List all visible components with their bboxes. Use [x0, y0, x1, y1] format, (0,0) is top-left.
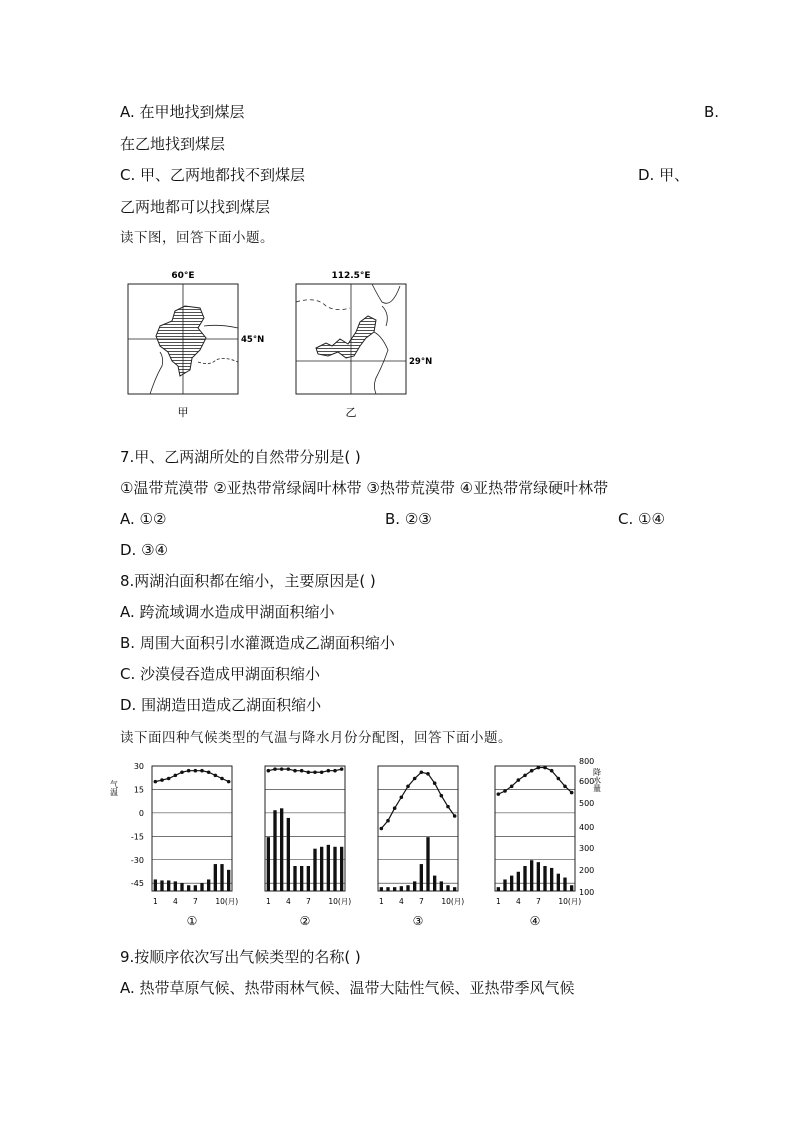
temp-point [557, 777, 561, 781]
yi-lat-label: 29°N [409, 357, 433, 367]
temp-point [307, 770, 311, 774]
precip-bar [267, 837, 270, 891]
precip-bar [194, 885, 197, 891]
temp-point [227, 780, 231, 784]
month-tick-label: 1 [265, 897, 271, 906]
temp-point [406, 785, 410, 789]
temp-point [154, 780, 158, 784]
climate-chart-3 [378, 766, 464, 928]
precip-bar [227, 870, 230, 891]
precip-bar [557, 874, 560, 891]
precip-bar [517, 872, 520, 891]
q6-option-c: C. 甲、乙两地都找不到煤层 [120, 166, 306, 184]
temp-point [340, 767, 344, 771]
precip-bar [160, 880, 163, 891]
month-tick-label: 4 [285, 897, 291, 906]
temp-point [426, 772, 430, 776]
precip-bar [340, 847, 343, 891]
temp-point [517, 778, 521, 782]
precip-tick-label: 500 [579, 799, 595, 808]
temp-point [446, 805, 450, 809]
q7-option-c: C. ①④ [618, 510, 665, 528]
temp-point [413, 777, 417, 781]
precip-bar [287, 818, 290, 891]
precip-bar [510, 876, 513, 891]
climate-chart-4 [495, 766, 581, 928]
intro-climate: 读下面四种气候类型的气温与降水月份分配图，回答下面小题。 [120, 730, 512, 746]
climate-chart-2 [265, 766, 351, 928]
temp-point [313, 770, 317, 774]
precip-tick-label: 800 [579, 757, 595, 766]
temp-point [300, 769, 304, 773]
temp-tick-label: -45 [130, 879, 144, 889]
precip-bar [280, 808, 283, 891]
temp-point [563, 785, 567, 789]
temp-point [273, 767, 277, 771]
precip-bar [167, 880, 170, 891]
month-tick-label: 10(月) [558, 897, 582, 906]
temp-tick-label: 0 [138, 808, 144, 818]
q6-option-a: A. 在甲地找到煤层 [120, 103, 245, 121]
climate-chart-1 [152, 766, 238, 928]
precip-bar [503, 879, 506, 891]
temp-point [543, 766, 547, 770]
temp-point [174, 774, 178, 778]
precip-bar [313, 849, 316, 891]
precip-bar [327, 845, 330, 891]
precip-bar [154, 879, 157, 891]
temp-point [550, 769, 554, 773]
precip-bar [180, 883, 183, 891]
precip-bar [413, 881, 416, 891]
precip-bar [497, 887, 500, 891]
temp-point [280, 767, 284, 771]
month-tick-label: 1 [152, 897, 158, 906]
temp-point [510, 785, 514, 789]
temp-line [155, 771, 228, 782]
temp-point [167, 777, 171, 781]
temp-point [433, 781, 437, 785]
q6-option-d-label: D. 甲、 [638, 166, 690, 184]
precip-bar [420, 864, 423, 891]
temp-point [200, 769, 204, 773]
precip-bar [530, 860, 533, 891]
temperature-axis [110, 762, 145, 888]
precip-bar [400, 886, 403, 891]
map-yi [296, 284, 406, 394]
yi-lon-label: 112.5°E [331, 271, 371, 281]
precipitation-axis [579, 757, 602, 897]
q9-stem: 9.按顺序依次写出气候类型的名称( ) [120, 948, 361, 966]
precip-bar [550, 868, 553, 891]
month-tick-label: 7 [305, 897, 311, 906]
temp-point [497, 792, 501, 796]
month-tick-label: 7 [192, 897, 198, 906]
temp-point [214, 774, 218, 778]
month-tick-label: 7 [418, 897, 424, 906]
q6-option-d-text: 乙两地都可以找到煤层 [120, 198, 271, 216]
temp-point [523, 774, 527, 778]
precip-bar [293, 866, 296, 891]
temp-point [503, 789, 507, 793]
precip-bar [433, 876, 436, 891]
precip-bar [220, 864, 223, 891]
climate-charts-figure [109, 756, 612, 936]
temp-point [386, 819, 390, 823]
precip-bar [426, 837, 429, 891]
temp-point [393, 806, 397, 810]
temp-point [327, 769, 331, 773]
temp-point [400, 795, 404, 799]
temp-point [530, 769, 534, 773]
q8-option-a: A. 跨流域调水造成甲湖面积缩小 [120, 603, 335, 621]
q8-option-c: C. 沙漠侵吞造成甲湖面积缩小 [120, 665, 321, 683]
precip-tick-label: 600 [579, 777, 595, 786]
temp-line [268, 769, 341, 772]
temp-point [293, 769, 297, 773]
q7-option-d: D. ③④ [120, 541, 168, 559]
temp-tick-label: 15 [133, 785, 144, 795]
precip-bar [570, 885, 573, 891]
jia-lon-label: 60°E [171, 271, 195, 281]
precip-bar [453, 887, 456, 891]
temp-point [207, 770, 211, 774]
chart-frame [265, 766, 345, 891]
precip-tick-label: 200 [579, 866, 595, 875]
precip-tick-label: 300 [579, 844, 595, 853]
precip-bar [386, 887, 389, 891]
temp-point [194, 769, 198, 773]
q8-option-d: D. 围湖造田造成乙湖面积缩小 [120, 696, 322, 714]
temp-tick-label: -15 [130, 832, 144, 842]
temp-point [320, 770, 324, 774]
temp-point [420, 770, 424, 774]
month-tick-label: 4 [398, 897, 404, 906]
precip-bar [440, 881, 443, 891]
q8-stem: 8.两湖泊面积都在缩小，主要原因是( ) [120, 572, 376, 590]
chart-label: ② [299, 914, 311, 928]
precip-bar [543, 866, 546, 891]
chart-label: ④ [529, 914, 541, 928]
precip-bar [174, 881, 177, 891]
temp-point [333, 769, 337, 773]
chart-frame [152, 766, 232, 891]
month-tick-label: 10(月) [328, 897, 352, 906]
temp-point [287, 767, 291, 771]
q6-option-b-label: B. [704, 103, 720, 121]
jia-lat-label: 45°N [241, 335, 265, 345]
temp-point [220, 777, 224, 781]
precip-bar [563, 878, 566, 891]
precip-bar [523, 866, 526, 891]
q9-option-a: A. 热带草原气候、热带雨林气候、温带大陆性气候、亚热带季风气候 [120, 979, 575, 997]
precip-tick-label: 400 [579, 823, 595, 832]
temp-point [440, 794, 444, 798]
precip-bar [380, 887, 383, 891]
precip-bar [446, 885, 449, 891]
precip-bar [320, 847, 323, 891]
month-tick-label: 7 [535, 897, 541, 906]
temp-tick-label: 30 [133, 762, 144, 771]
precip-bar [406, 885, 409, 891]
precip-bar [200, 883, 203, 891]
temp-point [267, 769, 271, 773]
climate-charts [152, 766, 581, 928]
temp-point [187, 769, 191, 773]
precip-bar [333, 847, 336, 891]
temp-point [570, 791, 574, 795]
q8-option-b: B. 周围大面积引水灌溉造成乙湖面积缩小 [120, 634, 395, 652]
chart-frame [378, 766, 458, 891]
precip-bar [207, 879, 210, 891]
precip-axis-title: 降水量 [592, 768, 602, 792]
q7-option-a: A. ①② [120, 510, 167, 528]
chart-label: ① [186, 914, 198, 928]
month-tick-label: 4 [172, 897, 178, 906]
jia-name: 甲 [177, 406, 189, 419]
month-tick-label: 1 [378, 897, 384, 906]
month-tick-label: 1 [495, 897, 501, 906]
precip-bar [300, 866, 303, 891]
temp-point [453, 814, 457, 818]
chart-label: ③ [412, 914, 424, 928]
temp-point [180, 770, 184, 774]
temp-point [537, 766, 541, 770]
temp-line [498, 768, 571, 795]
precip-bar [393, 887, 396, 891]
yi-name: 乙 [345, 406, 357, 419]
q7-option-b: B. ②③ [385, 510, 432, 528]
precip-bar [214, 864, 217, 891]
precip-tick-label: 100 [579, 888, 595, 897]
precip-bar [273, 810, 276, 891]
temp-point [380, 827, 384, 831]
q7-choices: ①温带荒漠带 ②亚热带常绿阔叶林带 ③热带荒漠带 ④亚热带常绿硬叶林带 [120, 479, 609, 497]
temp-axis-title: 气温 [109, 780, 119, 796]
q6-option-b-text: 在乙地找到煤层 [120, 135, 226, 153]
month-tick-label: 10(月) [441, 897, 465, 906]
lake-maps-figure [120, 266, 450, 426]
month-tick-label: 4 [515, 897, 521, 906]
precip-bar [307, 866, 310, 891]
month-tick-label: 10(月) [215, 897, 239, 906]
map-jia [128, 284, 238, 394]
precip-bar [187, 885, 190, 891]
temp-line [381, 772, 454, 828]
temp-point [160, 778, 164, 782]
temp-tick-label: -30 [130, 855, 144, 865]
intro-maps: 读下图，回答下面小题。 [120, 230, 274, 246]
q7-stem: 7.甲、乙两湖所处的自然带分别是( ) [120, 448, 361, 466]
precip-bar [537, 862, 540, 891]
